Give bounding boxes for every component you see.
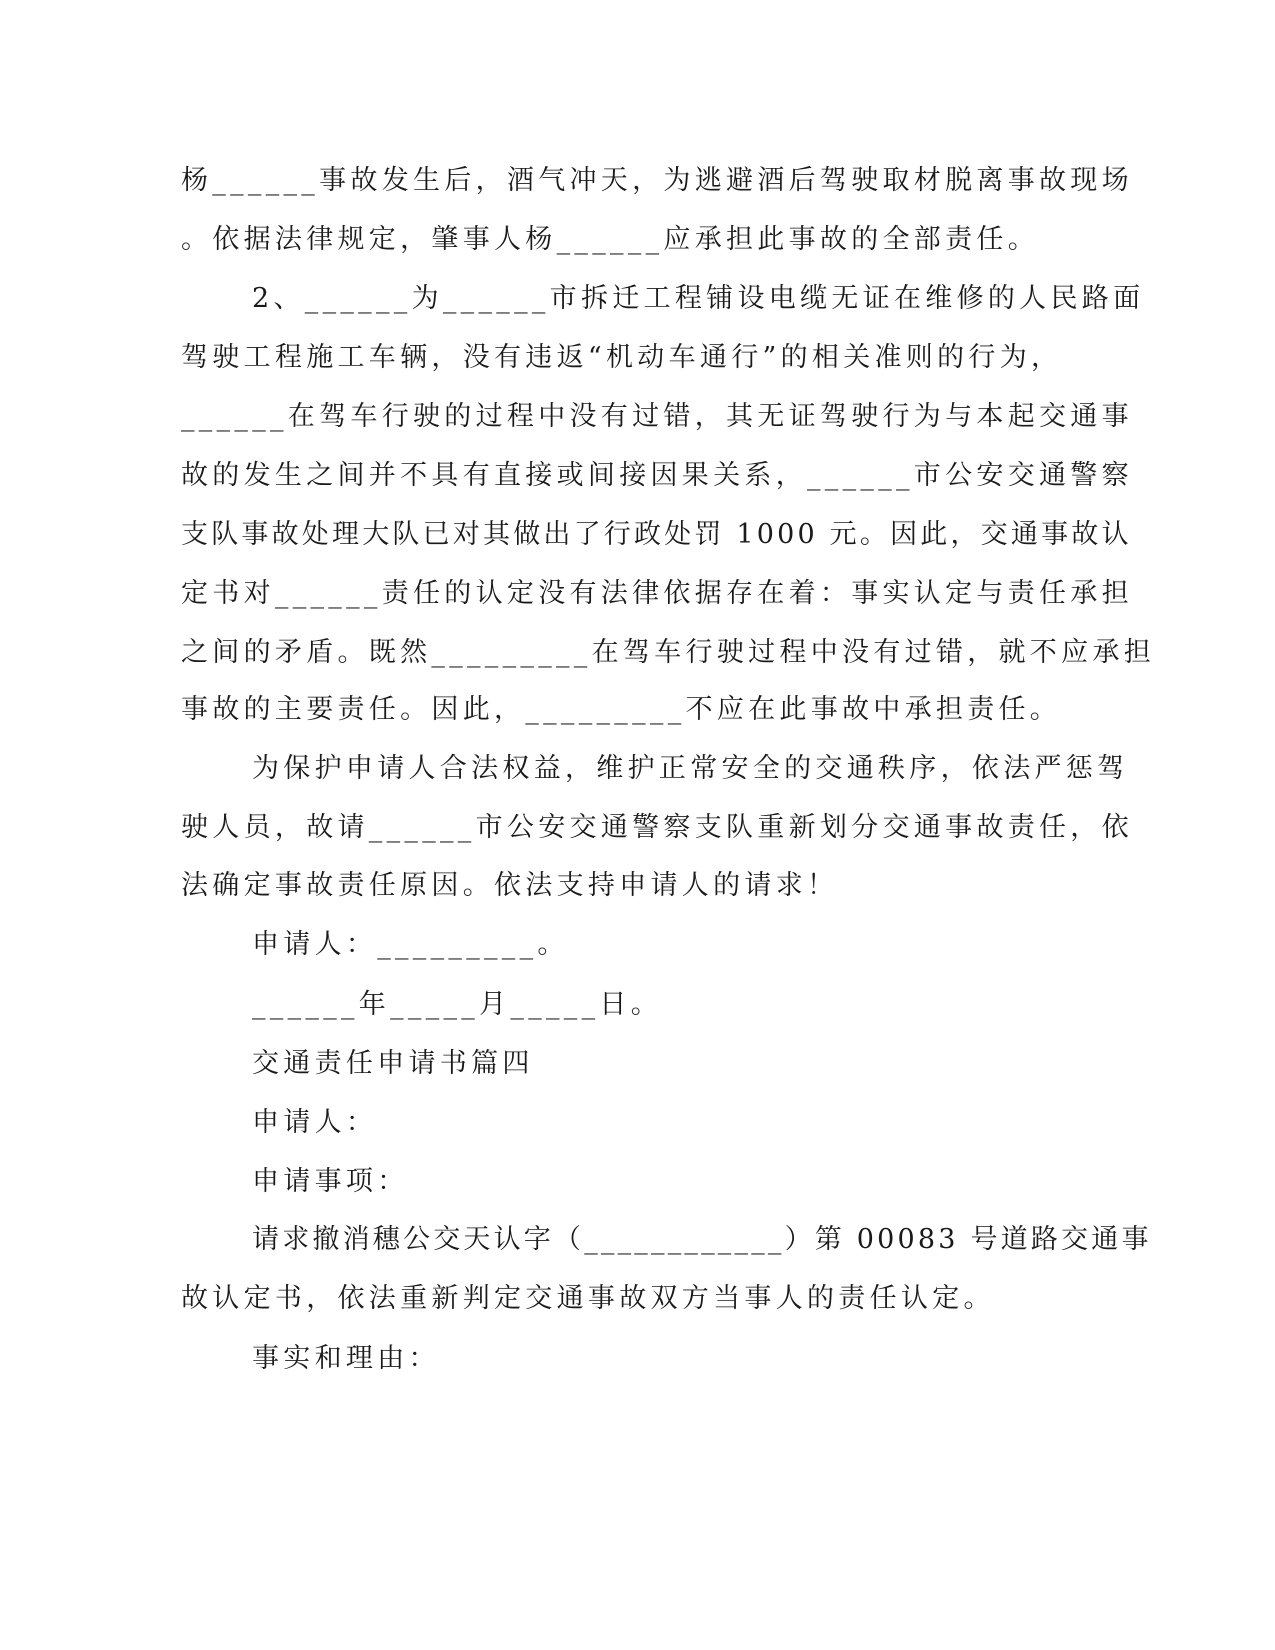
applicant-signature-line: 申请人：_________。 — [252, 929, 569, 960]
paragraph-start: 2、______为______市拆迁工程铺设电缆无证在维修的人民路面 — [252, 283, 1145, 314]
text-line: 故的发生之间并不具有直接或间接因果关系，______市公安交通警察 — [181, 460, 1133, 491]
date-line: ______年_____月_____日。 — [252, 989, 662, 1020]
applicant-label: 申请人： — [252, 1107, 378, 1138]
request-items-label: 申请事项： — [252, 1166, 409, 1197]
section-title: 交通责任申请书篇四 — [252, 1048, 534, 1079]
text-line: ______在驾车行驶的过程中没有过错，其无证驾驶行为与本起交通事 — [181, 401, 1133, 432]
text-line: 事故的主要责任。因此，_________不应在此事故中承担责任。 — [181, 694, 1062, 725]
text-line: 法确定事故责任原因。依法支持申请人的请求！ — [181, 870, 839, 901]
text-line: 定书对______责任的认定没有法律依据存在着：事实认定与责任承担 — [181, 578, 1133, 609]
paragraph-start: 为保护申请人合法权益，维护正常安全的交通秩序，依法严惩驾 — [252, 753, 1129, 784]
text-line: 。依据法律规定，肇事人杨______应承担此事故的全部责任。 — [181, 224, 1039, 255]
text-line: 故认定书，依法重新判定交通事故双方当事人的责任认定。 — [181, 1283, 995, 1314]
text-line: 支队事故处理大队已对其做出了行政处罚 1000 元。因此，交通事故认 — [181, 519, 1132, 550]
facts-reasons-label: 事实和理由： — [252, 1343, 440, 1374]
text-line: 驾驶工程施工车辆，没有违返“机动车通行”的相关准则的行为， — [181, 342, 1063, 373]
text-line: 驶人员，故请______市公安交通警察支队重新划分交通事故责任，依 — [181, 812, 1133, 843]
paragraph-start: 请求撤消穗公交天认字（____________）第 00083 号道路交通事 — [252, 1224, 1152, 1255]
text-line: 杨______事故发生后，酒气冲天，为逃避酒后驾驶取材脱离事故现场 — [181, 165, 1133, 196]
text-line: 之间的矛盾。既然_________在驾车行驶过程中没有过错，就不应承担 — [181, 637, 1155, 668]
